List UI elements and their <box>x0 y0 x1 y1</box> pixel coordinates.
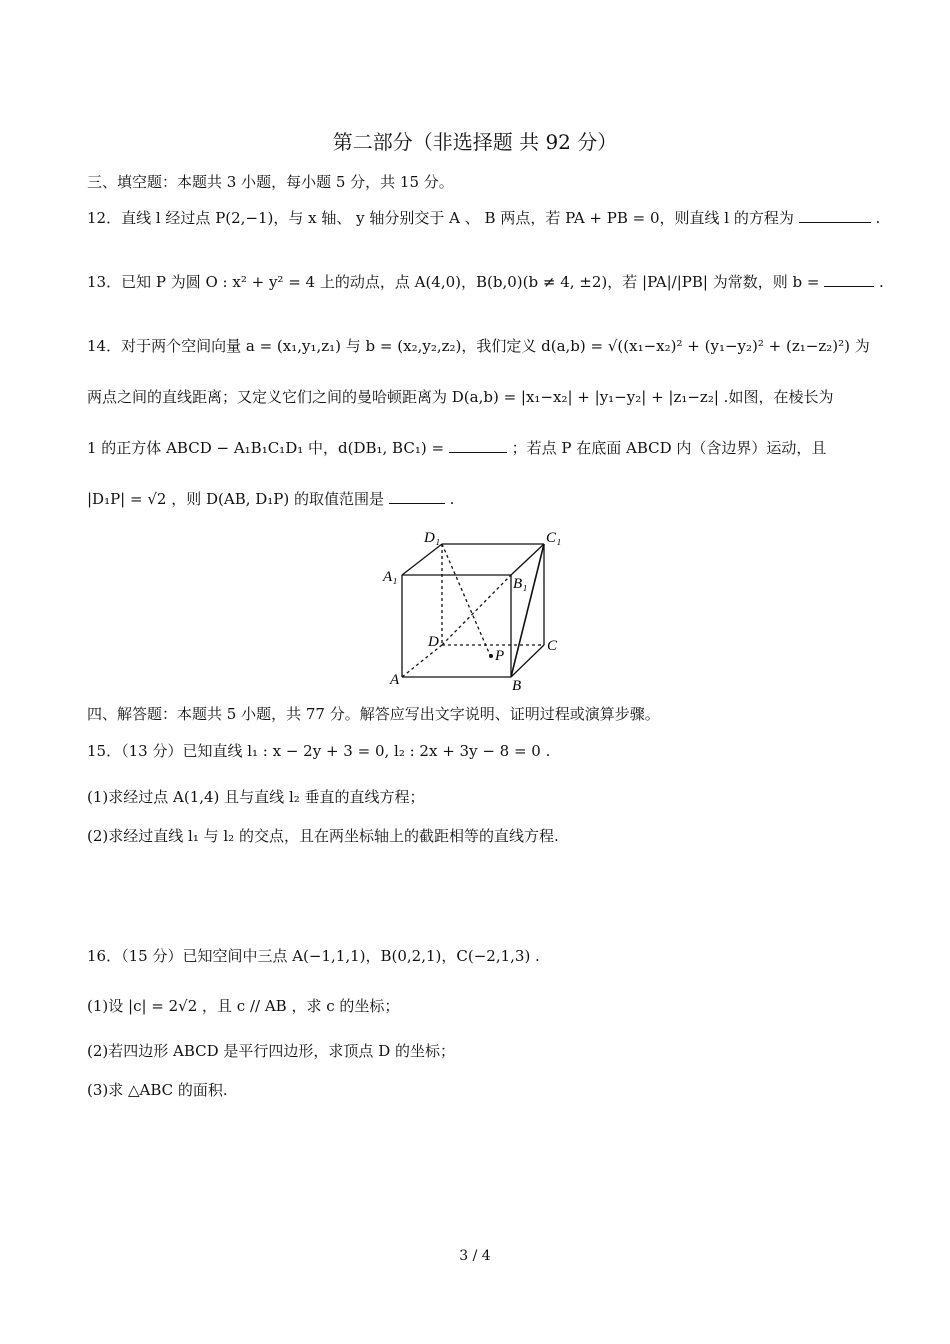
q14-line2: 两点之间的直线距离；又定义它们之间的曼哈顿距离为 D(a,b) = |x₁−x₂| + |y₁−y₂| + |z₁−z₂| .如图，在棱长为 <box>87 388 834 406</box>
page-number: 3 / 4 <box>459 1248 491 1264</box>
q15-intro: 15．（13 分）已知直线 l₁ : x − 2y + 3 = 0, l₂ : 2x + 3y − 8 = 0 . <box>87 742 551 760</box>
q14-line3 <box>87 438 826 458</box>
segment-BC1 <box>511 544 544 677</box>
q14-line3-start: 1 的正方体 ABCD − A₁B₁C₁D₁ 中，d(DB₁, BC₁) = <box>87 439 445 457</box>
q14-line3-end: ；若点 P 在底面 ABCD 内（含边界）运动，且 <box>511 439 827 457</box>
question-12 <box>87 208 880 228</box>
edge-A1D1 <box>402 544 442 575</box>
q16-part1: (1)设 |c| = 2√2 ，且 c // AB ，求 c 的坐标； <box>87 997 400 1015</box>
label-C1: C₁ <box>546 530 562 546</box>
question-13 <box>87 272 884 292</box>
q14-answer-blank-2[interactable] <box>389 489 445 504</box>
q15-part2: (2)求经过直线 l₁ 与 l₂ 的交点，且在两坐标轴上的截距相等的直线方程. <box>87 827 559 845</box>
q12-answer-blank[interactable] <box>799 208 871 223</box>
q15-part1: (1)求经过点 A(1,4) 且与直线 l₂ 垂直的直线方程； <box>87 788 425 806</box>
q13-end: . <box>879 273 884 291</box>
part3-header: 三、填空题：本题共 3 小题，每小题 5 分，共 15 分。 <box>87 173 454 191</box>
q14-answer-blank-1[interactable] <box>449 438 507 453</box>
edge-B1C1 <box>511 544 544 575</box>
segment-D1P-hidden <box>442 544 490 655</box>
q14-line4-start: |D₁P| = √2 ，则 D(AB, D₁P) 的取值范围是 <box>87 490 385 508</box>
label-D: D <box>428 634 439 650</box>
label-P: P <box>495 648 505 664</box>
part4-header: 四、解答题：本题共 5 小题，共 77 分。解答应写出文字说明、证明过程或演算步骤。 <box>87 705 660 723</box>
q16-part2: (2)若四边形 ABCD 是平行四边形，求顶点 D 的坐标； <box>87 1042 455 1060</box>
q13-answer-blank[interactable] <box>824 272 874 287</box>
label-C: C <box>547 638 558 654</box>
q12-text: 12．直线 l 经过点 P(2,−1)，与 x 轴、 y 轴分别交于 A 、 B 两点，若 PA + PB = 0，则直线 l 的方程为 <box>87 209 794 227</box>
q16-intro: 16．（15 分）已知空间中三点 A(−1,1,1)，B(0,2,1)，C(−2,1,3) . <box>87 947 540 965</box>
q13-text: 13．已知 P 为圆 O : x² + y² = 4 上的动点，点 A(4,0)，B(b,0)(b ≠ 4, ±2)，若 |PA|/|PB| 为常数，则 b = <box>87 273 820 291</box>
q14-line4 <box>87 489 454 509</box>
label-B: B <box>512 678 522 692</box>
label-D1: D₁ <box>424 530 441 546</box>
label-A: A <box>390 672 400 688</box>
q12-end: . <box>875 209 881 227</box>
q14-line1: 14．对于两个空间向量 a = (x₁,y₁,z₁) 与 b = (x₂,y₂,z₂)，我们定义 d(a,b) = √((x₁−x₂)² + (y₁−y₂)² + (z₁−z₂)²) 为 <box>87 337 870 355</box>
edge-BC <box>511 645 544 677</box>
q16-part3: (3)求 △ABC 的面积. <box>87 1081 228 1099</box>
point-P <box>489 654 493 658</box>
label-A1: A₁ <box>383 569 398 585</box>
q14-line4-end: . <box>449 490 455 508</box>
segment-DB1-hidden <box>442 575 511 645</box>
section-title: 第二部分（非选择题 共 92 分） <box>332 130 618 154</box>
label-B1: B₁ <box>513 576 528 592</box>
cube-figure <box>380 522 580 692</box>
